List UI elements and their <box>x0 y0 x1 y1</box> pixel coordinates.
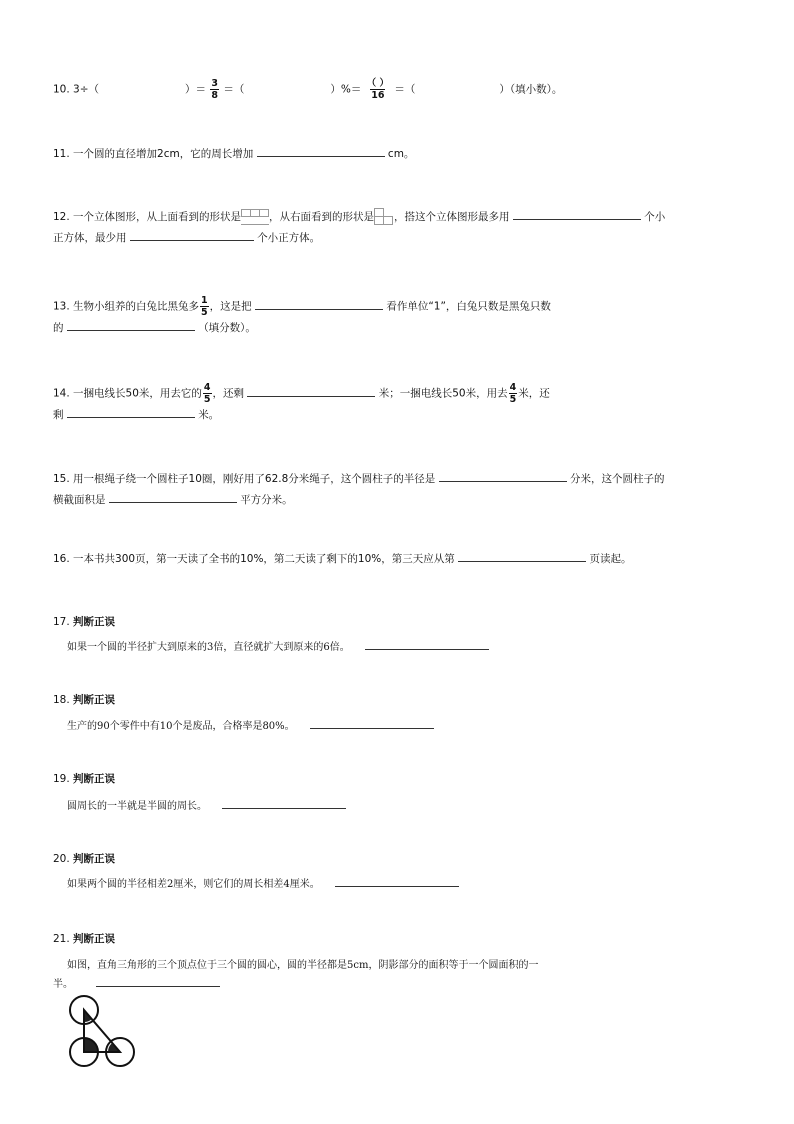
question-text: 个小正方体。 <box>257 232 321 244</box>
q10-text-f: ）（填小数）。 <box>499 83 563 96</box>
fraction: $\frac{4}{5}$ <box>203 382 211 405</box>
q10-text-b: ）＝ <box>185 83 207 96</box>
question-text: 一个圆的直径增加2cm，它的周长增加 <box>73 148 254 160</box>
answer-blank[interactable] <box>96 974 220 987</box>
question-text: 米；一捆电线长50米，用去 <box>378 387 508 400</box>
question-text: ，还剩 <box>212 387 245 400</box>
question-text: （填分数）。 <box>198 322 256 334</box>
statement-text: 如图，直角三角形的三个顶点位于三个圆的圆心，圆的半径都是5cm，阴影部分的面积等于一个圆面积的一 <box>67 960 539 971</box>
question-number: 21. <box>53 933 70 945</box>
question-text: 页读起。 <box>589 553 632 565</box>
question-21 <box>53 929 743 950</box>
question-type-label: 判断正误 <box>73 694 116 706</box>
question-number: 15. <box>53 473 70 485</box>
question-text: 一个立体图形，从上面看到的形状是 <box>73 211 242 223</box>
answer-blank[interactable] <box>439 469 567 482</box>
question-18-statement <box>67 716 434 737</box>
statement-text: 圆周长的一半就是半圆的周长。 <box>67 801 207 812</box>
question-type-label: 判断正误 <box>73 616 116 628</box>
fraction: $\frac{1}{5}$ <box>201 295 208 318</box>
question-number: 11. <box>53 148 70 160</box>
question-20-statement <box>67 874 459 895</box>
question-number: 16. <box>53 553 70 565</box>
statement-text: 半。 <box>53 979 73 990</box>
question-number: 19. <box>53 773 70 785</box>
answer-blank[interactable] <box>310 716 434 729</box>
question-19-statement <box>67 796 346 817</box>
answer-blank[interactable] <box>458 549 586 562</box>
answer-blank[interactable] <box>222 796 346 809</box>
question-13 <box>53 295 743 339</box>
question-20 <box>53 849 743 870</box>
fraction: $\frac{( )}{16}$ <box>366 78 389 101</box>
top-view-shape-icon <box>241 209 269 225</box>
question-10 <box>53 78 743 101</box>
question-11 <box>53 144 743 165</box>
answer-blank[interactable] <box>365 637 489 650</box>
question-text: 的 <box>53 322 64 334</box>
question-text: 平方分米。 <box>240 494 293 506</box>
answer-blank[interactable] <box>247 384 375 397</box>
question-17 <box>53 612 743 633</box>
answer-blank[interactable] <box>67 405 195 418</box>
question-18 <box>53 690 743 711</box>
fraction: $\frac{3}{8}$ <box>211 78 218 101</box>
unit-text: cm。 <box>387 148 415 160</box>
question-number: 18. <box>53 694 70 706</box>
question-text: 一本书共300页，第一天读了全书的10%，第二天读了剩下的10%，第三天应从第 <box>73 553 455 565</box>
question-type-label: 判断正误 <box>73 853 116 865</box>
question-text: ，从右面看到的形状是 <box>269 211 375 223</box>
question-text: 正方体，最少用 <box>53 232 127 244</box>
question-number: 10. <box>53 83 70 96</box>
answer-blank[interactable] <box>130 228 254 241</box>
question-number: 17. <box>53 616 70 628</box>
question-text: 米，还 <box>518 387 550 400</box>
answer-blank[interactable] <box>255 297 383 310</box>
question-number: 13. <box>53 300 70 313</box>
question-text: 个小 <box>644 211 666 223</box>
answer-blank[interactable] <box>257 144 385 157</box>
circles-triangle-figure <box>66 992 138 1068</box>
question-text: 看作单位“1”，白兔只数是黑兔只数 <box>386 300 551 313</box>
question-text: 分米，这个圆柱子的 <box>569 473 665 485</box>
statement-text: 生产的90个零件中有10个是废品，合格率是80%。 <box>67 721 295 732</box>
question-21-statement <box>67 955 538 976</box>
question-text: 剩 <box>53 409 64 421</box>
question-15 <box>53 469 743 511</box>
question-16 <box>53 549 743 570</box>
answer-blank[interactable] <box>513 207 641 220</box>
question-text: 用一根绳子绕一个圆柱子10圈，刚好用了62.8分米绳子，这个圆柱子的半径是 <box>73 473 436 485</box>
question-12 <box>53 207 743 249</box>
question-19 <box>53 769 743 790</box>
right-view-shape-icon <box>374 208 394 226</box>
answer-blank[interactable] <box>67 318 195 331</box>
question-text: ，这是把 <box>209 300 252 313</box>
question-14 <box>53 382 743 426</box>
question-type-label: 判断正误 <box>73 773 116 785</box>
statement-text: 如果两个圆的半径相差2厘米，则它们的周长相差4厘米。 <box>67 879 320 890</box>
question-number: 14. <box>53 387 70 400</box>
q10-text-d: ）%＝ <box>330 83 362 96</box>
answer-blank[interactable] <box>109 490 237 503</box>
question-type-label: 判断正误 <box>73 933 116 945</box>
fraction: $\frac{4}{5}$ <box>509 382 517 405</box>
q10-text-c: ＝（ <box>223 83 245 96</box>
statement-text: 如果一个圆的半径扩大到原来的3倍，直径就扩大到原来的6倍。 <box>67 642 350 653</box>
question-text: 生物小组养的白兔比黑兔多 <box>73 300 200 313</box>
q10-text-a: 3÷（ <box>73 83 100 96</box>
question-text: 米。 <box>198 409 220 421</box>
question-text: 横截面积是 <box>53 494 106 506</box>
question-text: ，搭这个立体图形最多用 <box>394 211 510 223</box>
question-17-statement <box>67 637 489 658</box>
question-number: 20. <box>53 853 70 865</box>
question-text: 一捆电线长50米，用去它的 <box>73 387 202 400</box>
q10-text-e: ＝（ <box>394 83 416 96</box>
question-number: 12. <box>53 211 70 223</box>
answer-blank[interactable] <box>335 874 459 887</box>
